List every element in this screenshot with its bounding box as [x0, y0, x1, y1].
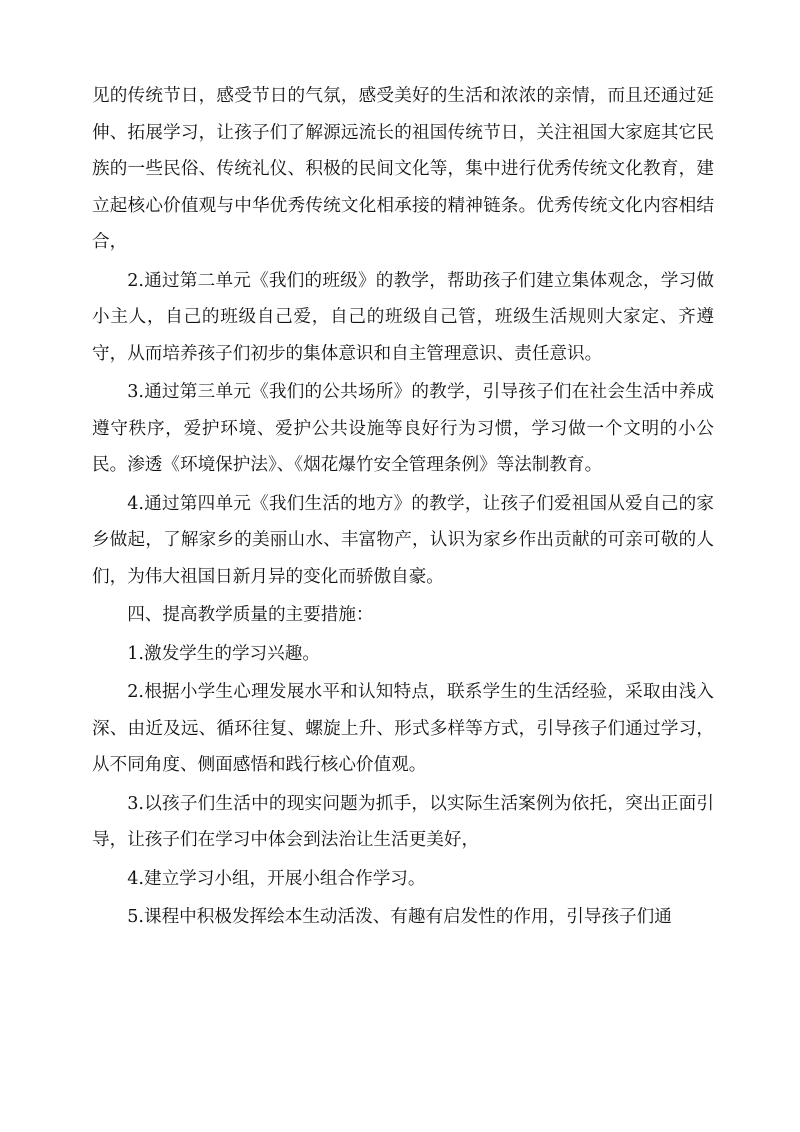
- measure-item-4: 4.建立学习小组，开展小组合作学习。: [127, 868, 426, 889]
- paragraph-item-3-public-places: 3.通过第三单元《我们的公共场所》的教学，引导孩子们在社会生活中养成遵守秩序，爱护环境、爱护公共设施等良好行为习惯，学习做一个文明的小公民。渗透《环境保护法》、《烟花爆竹安全管理条例》等法制教育。: [92, 382, 714, 475]
- paragraph-item-2-class: 2.通过第二单元《我们的班级》的教学，帮助孩子们建立集体观念，学习做小主人，自己的班级自己爱，自己的班级自己管，班级生活规则大家定、齐遵守，从而培养孩子们初步的集体意识和自主管理意识、责任意识。: [92, 270, 714, 364]
- measure-item-5: 5.课程中积极发挥绘本生动活泼、有趣有启发性的作用，引导孩子们通: [127, 907, 672, 927]
- document-body: [92, 78, 714, 938]
- measure-item-1: 1.激发学生的学习兴趣。: [127, 643, 320, 664]
- paragraph-continued: 见的传统节日，感受节日的气氛，感受美好的生活和浓浓的亲情，而且还通过延伸、拓展学习，让孩子们了解源远流长的祖国传统节日，关注祖国大家庭其它民族的一些民俗、传统礼仪、积极的民间文化等，集中进行优秀传统文化教育，建立起核心价值观与中华优秀传统文化相承接的精神链条。优秀传统文化内容相结合，: [92, 86, 714, 252]
- section-heading-measures: 四、提高教学质量的主要措施：: [127, 605, 374, 625]
- measure-item-2: 2.根据小学生心理发展水平和认知特点，联系学生的生活经验，采取由浅入深、由近及远、循环往复、螺旋上升、形式多样等方式，引导孩子们通过学习，从不同角度、侧面感悟和践行核心价值观。: [92, 682, 714, 775]
- paragraph-item-4-hometown: 4.通过第四单元《我们生活的地方》的教学，让孩子们爱祖国从爱自己的家乡做起，了解家乡的美丽山水、丰富物产，认识为家乡作出贡献的可亲可敬的人们，为伟大祖国日新月异的变化而骄傲自豪。: [92, 493, 714, 587]
- measure-item-3: 3.以孩子们生活中的现实问题为抓手，以实际生活案例为依托，突出正面引导，让孩子们在学习中体会到法治让生活更美好，: [92, 793, 714, 850]
